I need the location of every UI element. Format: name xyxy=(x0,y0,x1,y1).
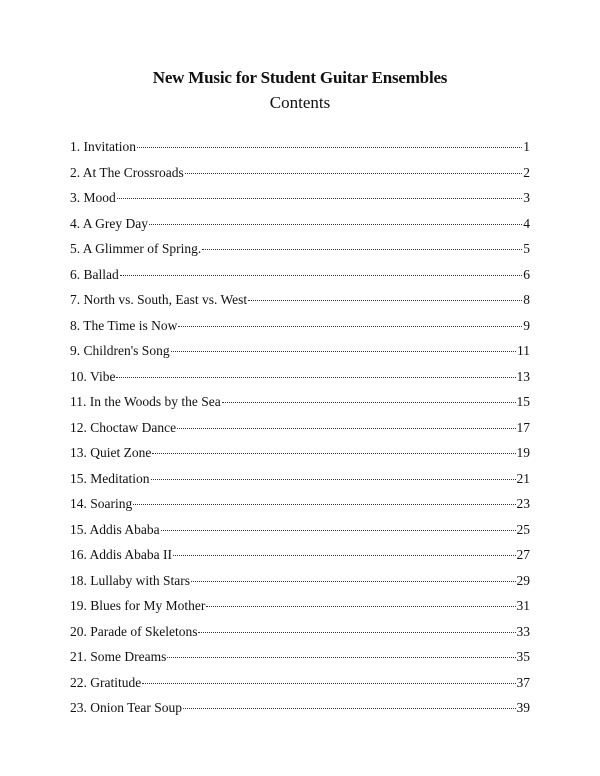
toc-dot-leader xyxy=(167,656,515,658)
toc-entry[interactable] xyxy=(70,392,530,418)
toc-entry-title: 11. In the Woods by the Sea xyxy=(70,394,221,409)
page-subtitle: Contents xyxy=(269,93,331,112)
toc-entry-title: 3. Mood xyxy=(70,190,116,205)
toc-entry[interactable] xyxy=(70,520,530,546)
toc-entry-title: 2. At The Crossroads xyxy=(70,164,184,180)
toc-entry-page: 1 xyxy=(523,139,530,154)
toc-entry-page: 27 xyxy=(516,547,530,562)
toc-entry-page: 3 xyxy=(523,190,530,205)
toc-entry-page: 17 xyxy=(516,419,530,435)
toc-dot-leader xyxy=(171,350,516,352)
toc-dot-leader xyxy=(185,172,523,174)
toc-entry[interactable] xyxy=(70,596,530,622)
toc-entry-title: 10. Vibe xyxy=(70,368,116,384)
toc-entry[interactable] xyxy=(70,137,530,163)
toc-entry-title: 1. Invitation xyxy=(70,139,136,154)
toc-entry-title: 18. Lullaby with Stars xyxy=(70,572,190,588)
toc-entry-page: 13 xyxy=(516,368,530,384)
toc-dot-leader xyxy=(177,427,515,429)
toc-dot-leader xyxy=(178,325,522,327)
toc-dot-leader xyxy=(206,605,515,607)
toc-entry[interactable] xyxy=(70,163,530,189)
toc-entry-page: 39 xyxy=(516,700,530,715)
toc-entry-title: 7. North vs. South, East vs. West xyxy=(70,292,248,307)
toc-dot-leader xyxy=(191,580,516,582)
toc-dot-leader xyxy=(161,529,516,531)
toc-entry-page: 11 xyxy=(517,343,530,358)
toc-entry[interactable] xyxy=(70,545,530,571)
toc-entry-page: 25 xyxy=(516,521,530,537)
page-title: New Music for Student Guitar Ensembles xyxy=(152,68,448,87)
toc-entry[interactable] xyxy=(70,443,530,469)
toc-entry-title: 15. Addis Ababa xyxy=(70,521,160,537)
toc-entry[interactable] xyxy=(70,698,530,724)
toc-entry[interactable] xyxy=(70,290,530,316)
toc-entry[interactable] xyxy=(70,341,530,367)
toc-entry-title: 20. Parade of Skeletons xyxy=(70,623,198,639)
toc-entry-page: 4 xyxy=(523,215,530,231)
toc-dot-leader xyxy=(198,631,515,633)
toc-entry-title: 15. Meditation xyxy=(70,470,150,486)
toc-entry[interactable] xyxy=(70,316,530,342)
toc-entry[interactable] xyxy=(70,622,530,648)
toc-entry-title: 8. The Time is Now xyxy=(70,317,178,333)
toc-entry-page: 31 xyxy=(516,598,530,613)
toc-entry[interactable] xyxy=(70,469,530,495)
toc-entry-page: 5 xyxy=(523,241,530,256)
toc-entry-page: 6 xyxy=(523,266,530,282)
toc-entry-title: 21. Some Dreams xyxy=(70,649,167,664)
toc-entry-page: 15 xyxy=(516,394,530,409)
toc-entry-page: 9 xyxy=(523,317,530,333)
toc-dot-leader xyxy=(183,707,515,709)
table-of-contents xyxy=(70,137,530,724)
toc-dot-leader xyxy=(222,401,516,403)
toc-dot-leader xyxy=(117,197,522,199)
toc-entry[interactable] xyxy=(70,188,530,214)
toc-entry-title: 6. Ballad xyxy=(70,266,119,282)
toc-entry-title: 22. Gratitude xyxy=(70,674,142,690)
toc-entry-page: 33 xyxy=(516,623,530,639)
toc-entry[interactable] xyxy=(70,571,530,597)
toc-entry-page: 19 xyxy=(516,445,530,460)
toc-dot-leader xyxy=(133,503,515,505)
toc-dot-leader xyxy=(248,299,522,301)
toc-entry-title: 14. Soaring xyxy=(70,496,133,511)
toc-entry-page: 37 xyxy=(516,674,530,690)
toc-entry-title: 12. Choctaw Dance xyxy=(70,419,177,435)
toc-entry-title: 9. Children's Song xyxy=(70,343,170,358)
toc-entry[interactable] xyxy=(70,418,530,444)
toc-entry-page: 29 xyxy=(516,572,530,588)
toc-entry[interactable] xyxy=(70,239,530,265)
toc-entry-page: 35 xyxy=(516,649,530,664)
toc-dot-leader xyxy=(120,274,523,276)
toc-entry[interactable] xyxy=(70,265,530,291)
toc-entry[interactable] xyxy=(70,673,530,699)
toc-entry-title: 19. Blues for My Mother xyxy=(70,598,206,613)
toc-dot-leader xyxy=(116,376,515,378)
toc-entry-page: 2 xyxy=(523,164,530,180)
toc-entry-title: 16. Addis Ababa II xyxy=(70,547,172,562)
toc-dot-leader xyxy=(202,248,522,250)
toc-dot-leader xyxy=(137,146,522,148)
toc-entry-page: 23 xyxy=(516,496,530,511)
toc-entry-title: 23. Onion Tear Soup xyxy=(70,700,183,715)
toc-entry-title: 4. A Grey Day xyxy=(70,215,148,231)
toc-entry[interactable] xyxy=(70,494,530,520)
toc-entry[interactable] xyxy=(70,214,530,240)
toc-dot-leader xyxy=(152,452,515,454)
toc-dot-leader xyxy=(149,223,522,225)
toc-dot-leader xyxy=(142,682,515,684)
toc-entry-page: 8 xyxy=(523,292,530,307)
toc-entry-title: 13. Quiet Zone xyxy=(70,445,152,460)
toc-entry[interactable] xyxy=(70,647,530,673)
toc-dot-leader xyxy=(151,478,516,480)
toc-entry-title: 5. A Glimmer of Spring. xyxy=(70,241,202,256)
toc-dot-leader xyxy=(173,554,516,556)
toc-entry[interactable] xyxy=(70,367,530,393)
toc-entry-page: 21 xyxy=(516,470,530,486)
